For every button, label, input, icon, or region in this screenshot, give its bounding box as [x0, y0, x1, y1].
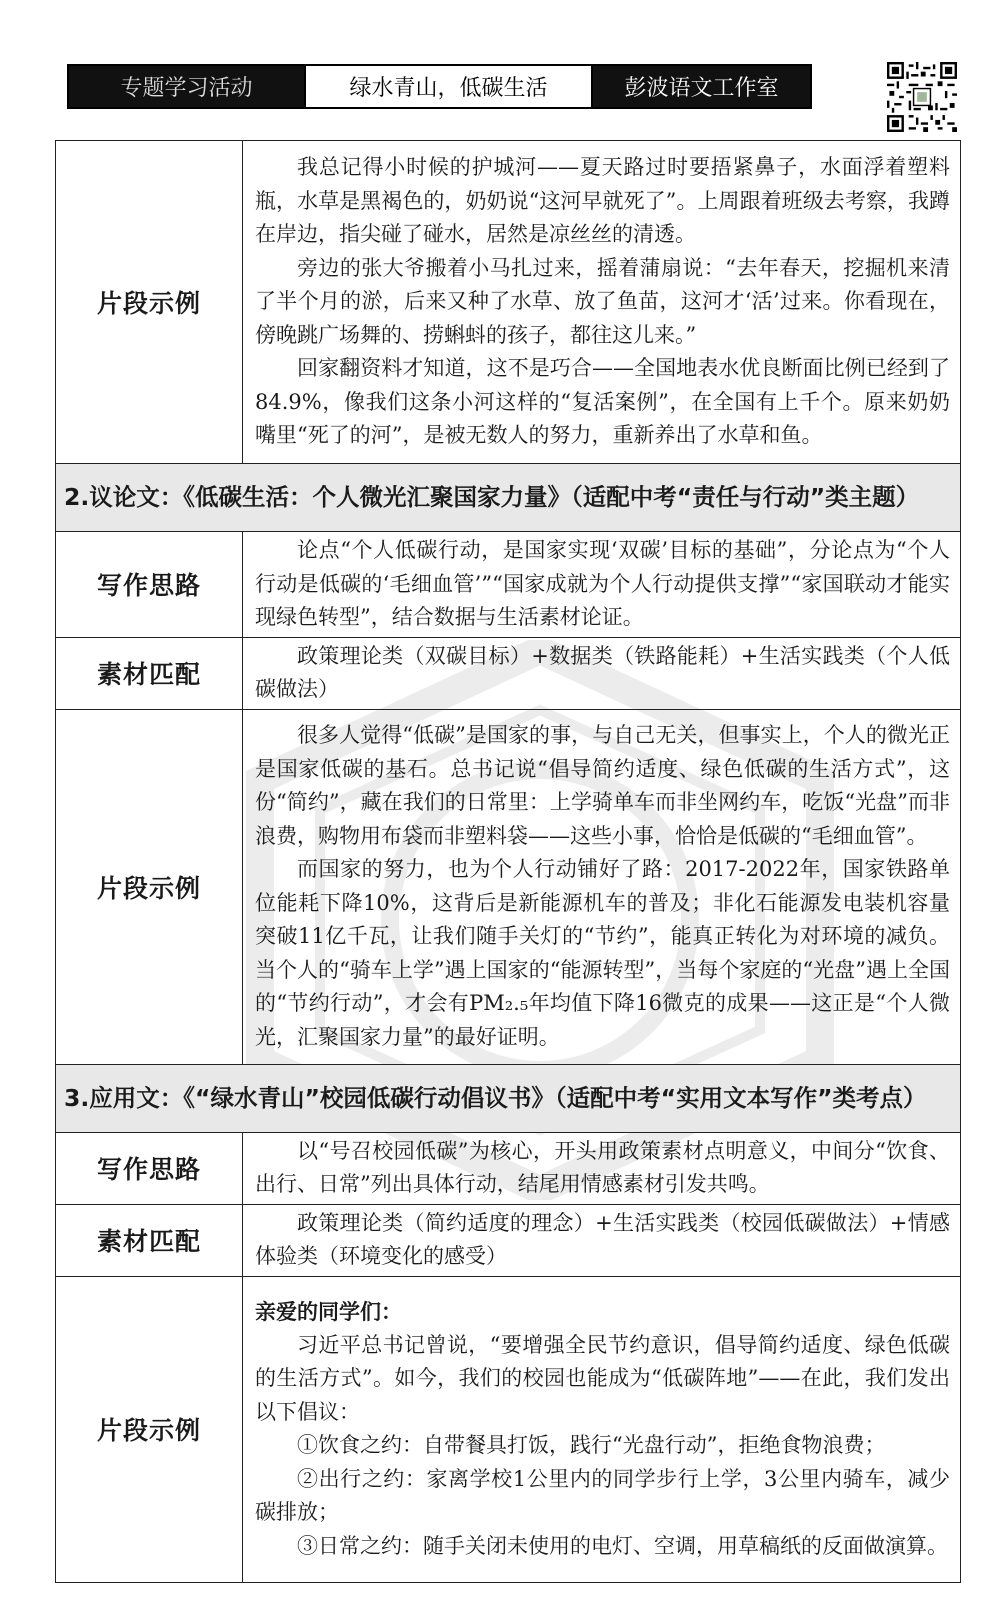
section2-example-paragraph: 而国家的努力，也为个人行动铺好了路：2017-2022年，国家铁路单位能耗下降10%，这背后是新能源机车的普及；非化石能源发电装机容量突破11亿千瓦，让我们随手关灯的“节约”，能真正转化为对环境的减负。当个人的“骑车上学”遇上国家的“能源转型”，当每个家庭的“光盘”遇上全国的“节约行动”，才会有PM₂.₅年均值下降16微克的成果——这正是“个人微光，汇聚国家力量”的最好证明。 — [255, 857, 950, 1049]
section3-example-content — [243, 1276, 961, 1582]
section3-example-paragraph: 习近平总书记曾说，“要增强全民节约意识，倡导简约适度、绿色低碳的生活方式”。如今，我们的校园也能成为“低碳阵地”——在此，我们发出以下倡议： — [255, 1332, 950, 1424]
section1-example-label: 片段示例 — [56, 141, 243, 464]
section3-approach-label: 写作思路 — [56, 1132, 243, 1204]
section3-material-label: 素材匹配 — [56, 1204, 243, 1276]
section3-example-paragraph: ①饮食之约：自带餐具打饭，践行“光盘行动”，拒绝食物浪费； — [297, 1433, 886, 1457]
header-bar — [67, 64, 812, 109]
section3-example-label: 片段示例 — [56, 1276, 243, 1582]
section2-approach-label: 写作思路 — [56, 532, 243, 638]
header-activity: 专题学习活动 — [69, 66, 304, 107]
section2-approach-text: 论点“个人低碳行动，是国家实现‘双碳’目标的基础”，分论点为“个人行动是低碳的‘毛细血管’”“国家成就为个人行动提供支撑”“家国联动才能实现绿色转型”，结合数据与生活素材论证。 — [255, 538, 950, 629]
section1-example-row — [56, 141, 961, 464]
section2-material-content — [243, 637, 961, 709]
section2-example-row — [56, 709, 961, 1064]
section2-example-content — [243, 709, 961, 1064]
section2-material-label: 素材匹配 — [56, 637, 243, 709]
section3-material-text: 政策理论类（简约适度的理念）+生活实践类（校园低碳做法）+情感体验类（环境变化的感受） — [255, 1210, 950, 1268]
section1-example-paragraph: 我总记得小时候的护城河——夏天路过时要捂紧鼻子，水面浮着塑料瓶，水草是黑褐色的，奶奶说“这河早就死了”。上周跟着班级去考察，我蹲在岸边，指尖碰了碰水，居然是凉丝丝的清透。 — [255, 155, 950, 247]
section2-approach-content — [243, 532, 961, 638]
header-studio: 彭波语文工作室 — [593, 66, 810, 107]
section3-material-row — [56, 1204, 961, 1276]
section3-approach-row — [56, 1132, 961, 1204]
section2-material-text: 政策理论类（双碳目标）+数据类（铁路能耗）+生活实践类（个人低碳做法） — [255, 643, 950, 701]
section3-approach-text: 以“号召校园低碳”为核心，开头用政策素材点明意义，中间分“饮食、出行、日常”列出具体行动，结尾用情感素材引发共鸣。 — [255, 1138, 950, 1196]
section2-material-row — [56, 637, 961, 709]
section3-material-content — [243, 1204, 961, 1276]
section3-heading-row — [56, 1064, 961, 1132]
section1-example-paragraph: 旁边的张大爷搬着小马扎过来，摇着蒲扇说：“去年春天，挖掘机来清了半个月的淤，后来又种了水草、放了鱼苗，这河才‘活’过来。你看现在，傍晚跳广场舞的、捞蝌蚪的孩子，都往这儿来。” — [255, 255, 950, 347]
section2-heading-row — [56, 464, 961, 532]
section3-example-paragraph: ③日常之约：随手关闭未使用的电灯、空调，用草稿纸的反面做演算。 — [297, 1533, 948, 1558]
section3-example-row — [56, 1276, 961, 1582]
header-theme: 绿水青山，低碳生活 — [304, 66, 593, 107]
section3-approach-content — [243, 1132, 961, 1204]
section3-salutation: 亲爱的同学们： — [255, 1299, 402, 1324]
section3-example-paragraph: ②出行之约：家离学校1公里内的同学步行上学，3公里内骑车，减少碳排放； — [255, 1466, 950, 1524]
section2-example-label: 片段示例 — [56, 709, 243, 1064]
content-table — [55, 140, 961, 1583]
qr-code-icon — [887, 62, 957, 132]
section3-heading: 3.应用文：《“绿水青山”校园低碳行动倡议书》（适配中考“实用文本写作”类考点） — [56, 1064, 961, 1132]
section1-example-content — [243, 141, 961, 464]
section1-example-paragraph: 回家翻资料才知道，这不是巧合——全国地表水优良断面比例已经到了84.9%，像我们这条小河这样的“复活案例”，在全国有上千个。原来奶奶嘴里“死了的河”，是被无数人的努力，重新养出了水草和鱼。 — [255, 356, 950, 448]
section2-approach-row — [56, 532, 961, 638]
section2-heading: 2.议论文：《低碳生活：个人微光汇聚国家力量》（适配中考“责任与行动”类主题） — [56, 464, 961, 532]
section2-example-paragraph: 很多人觉得“低碳”是国家的事，与自己无关，但事实上，个人的微光正是国家低碳的基石。总书记说“倡导简约适度、绿色低碳的生活方式”，这份“简约”，藏在我们的日常里：上学骑单车而非坐网约车，吃饭“光盘”而非浪费，购物用布袋而非塑料袋——这些小事，恰恰是低碳的“毛细血管”。 — [255, 723, 950, 848]
